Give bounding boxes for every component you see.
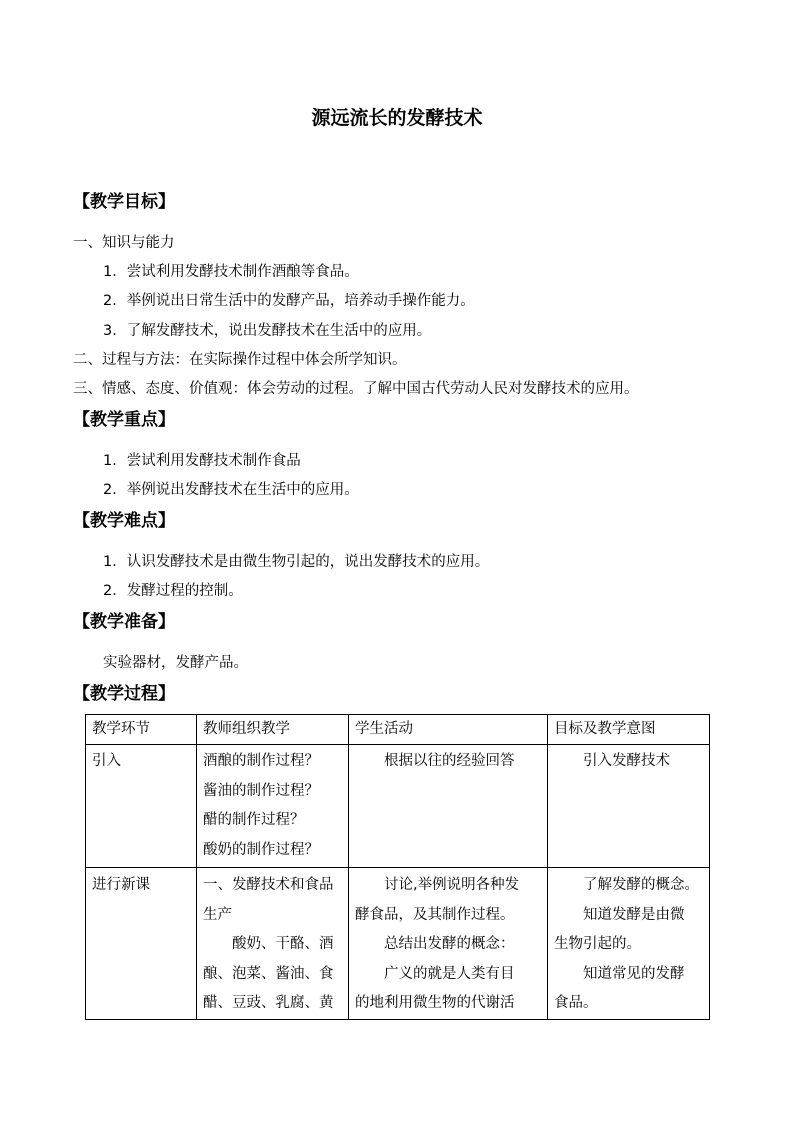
difficulties-line: 1．认识发酵技术是由微生物引起的，说出发酵技术的应用。 (103, 554, 490, 570)
preparation-heading: 【教学准备】 (73, 612, 175, 632)
cell-text: 醋、豆豉、乳腐、黄 (203, 995, 334, 1011)
cell-text: 知道发酵是由微 (583, 906, 685, 923)
goals-line: 三、情感、态度、价值观：体会劳动的过程。了解中国古代劳动人民对发酵技术的应用。 (73, 381, 639, 397)
cell-text: 了解发酵的概念。 (583, 877, 699, 893)
goals-line: 一、知识与能力 (73, 235, 175, 251)
table-cell-teacher (197, 868, 349, 1020)
cell-text: 知道常见的发酵 (583, 965, 685, 982)
key-points-heading: 【教学重点】 (73, 410, 175, 430)
cell-text: 引入发酵技术 (583, 753, 670, 769)
cell-text: 一、发酵技术和食品 (203, 877, 334, 893)
cell-text: 酱油的制作过程？ (203, 782, 319, 799)
process-table (85, 714, 710, 1020)
cell-text: 酿、泡菜、酱油、食 (203, 965, 334, 982)
table-cell-goal (548, 745, 710, 868)
cell-text: 引入 (92, 753, 121, 769)
table-header-cell: 教学环节 (86, 715, 197, 745)
document-title: 源远流长的发酵技术 (311, 107, 483, 129)
goals-line: 3．了解发酵技术，说出发酵技术在生活中的应用。 (103, 323, 432, 339)
cell-text: 讨论,举例说明各种发 (384, 877, 520, 893)
cell-text: 总结出发酵的概念： (384, 936, 515, 952)
cell-text: 酒酿的制作过程？ (203, 753, 319, 769)
table-cell-teacher (197, 745, 349, 868)
cell-text: 酸奶、干酪、酒 (232, 936, 334, 952)
difficulties-line: 2．发酵过程的控制。 (103, 583, 243, 599)
table-row (86, 745, 710, 868)
cell-text: 进行新课 (92, 877, 150, 893)
cell-text: 醋的制作过程？ (203, 812, 305, 828)
table-cell-student (349, 868, 548, 1020)
table-header-cell: 教师组织教学 (197, 715, 349, 745)
table-row (86, 868, 710, 1020)
cell-text: 酵食品，及其制作过程。 (355, 906, 515, 923)
table-header-cell: 学生活动 (349, 715, 548, 745)
cell-text: 的地利用微生物的代谢活 (355, 995, 515, 1011)
table-header-cell: 目标及教学意图 (548, 715, 710, 745)
cell-text: 根据以往的经验回答 (384, 753, 515, 769)
goals-line: 1．尝试利用发酵技术制作酒酿等食品。 (103, 264, 359, 280)
table-cell-goal (548, 868, 710, 1020)
cell-text: 酸奶的制作过程？ (203, 841, 319, 858)
table-cell-student (349, 745, 548, 868)
preparation-line: 实验器材，发酵产品。 (103, 655, 248, 671)
goals-heading: 【教学目标】 (73, 192, 175, 212)
cell-text: 生物引起的。 (554, 936, 641, 952)
key-points-line: 1．尝试利用发酵技术制作食品 (103, 453, 301, 469)
cell-text: 生产 (203, 906, 232, 923)
table-cell-stage (86, 868, 197, 1020)
process-heading: 【教学过程】 (73, 684, 175, 704)
table-cell-stage (86, 745, 197, 868)
cell-text: 广义的就是人类有目 (384, 965, 515, 982)
cell-text: 食品。 (554, 995, 598, 1011)
table-header-row (86, 715, 710, 745)
goals-line: 二、过程与方法：在实际操作过程中体会所学知识。 (73, 352, 407, 368)
goals-line: 2．举例说出日常生活中的发酵产品，培养动手操作能力。 (103, 293, 475, 309)
key-points-line: 2．举例说出发酵技术在生活中的应用。 (103, 482, 359, 498)
difficulties-heading: 【教学难点】 (73, 511, 175, 531)
